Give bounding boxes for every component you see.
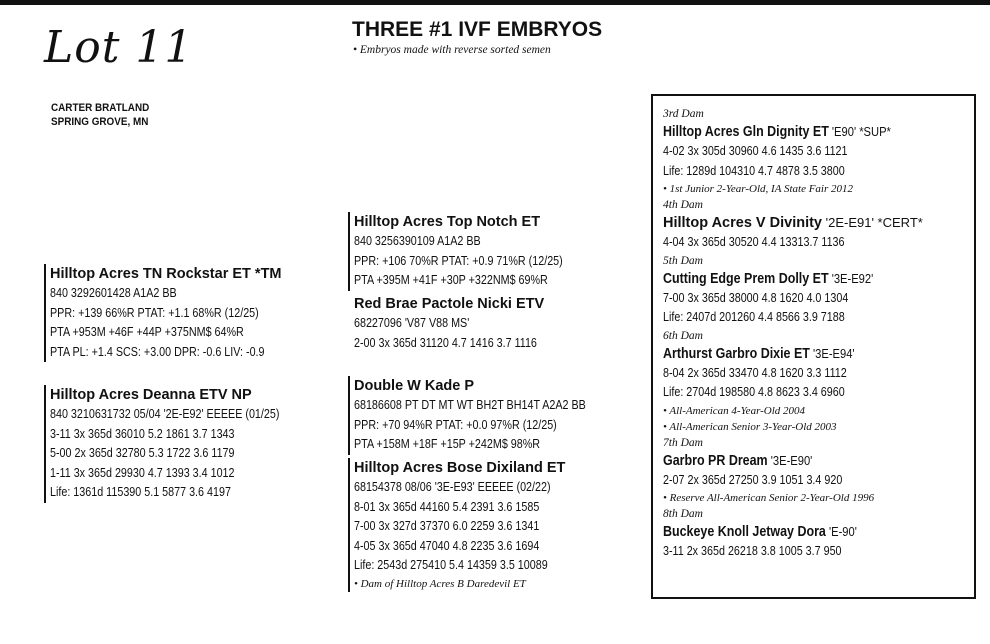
third-dam-suffix: 'E90' *SUP* [828, 124, 891, 139]
seventh-dam-suffix: '3E-E90' [767, 452, 813, 468]
sixth-dam-line: 8-04 2x 365d 33470 4.8 1620 3.3 1112 [663, 365, 847, 380]
sire-dam-line: 2-00 3x 365d 31120 4.7 1416 3.7 1116 [354, 335, 537, 350]
page-subtitle: • Embryos made with reverse sorted semen [353, 44, 551, 56]
sixth-dam-name: Arthurst Garbro Dixie ET [663, 345, 810, 362]
dam-dam-line: 8-01 3x 365d 44160 5.4 2391 3.6 1585 [354, 499, 540, 514]
dam-dam-line: Life: 2543d 275410 5.4 14359 3.5 10089 [354, 558, 548, 572]
dam-line: 1-11 3x 365d 29930 4.7 1393 3.4 1012 [50, 465, 235, 480]
dam-line: 5-00 2x 365d 32780 5.3 1722 3.6 1179 [50, 446, 235, 460]
fourth-dam-header: 4th Dam [663, 199, 703, 211]
lot-number: Lot 11 [44, 22, 194, 73]
dam-line: 3-11 3x 365d 36010 5.2 1861 3.7 1343 [50, 426, 235, 441]
fourth-dam-suffix: '2E-E91' *CERT* [822, 215, 923, 230]
seventh-dam-line: 2-07 2x 365d 27250 3.9 1051 3.4 920 [663, 472, 843, 487]
third-dam-line: 4-02 3x 305d 30960 4.6 1435 3.6 1121 [663, 144, 848, 158]
eighth-dam-name-row [663, 522, 928, 542]
dam-dam-line: 7-00 3x 327d 37370 6.0 2259 3.6 1341 [354, 519, 540, 533]
dam-line: Life: 1361d 115390 5.1 5877 3.6 4197 [50, 485, 231, 499]
dam-sire-name: Double W Kade P [354, 378, 475, 394]
sixth-dam-note: • All-American Senior 3-Year-Old 2003 [663, 420, 837, 433]
third-dam-name-row [663, 122, 928, 142]
sire-block [44, 264, 299, 362]
fifth-dam-line: 7-00 3x 365d 38000 4.8 1620 4.0 1304 [663, 290, 849, 305]
seventh-dam-header: 7th Dam [663, 436, 703, 449]
seventh-dam-name-row [663, 451, 928, 471]
third-dam-name: Hilltop Acres Gln Dignity ET [663, 124, 829, 140]
dam-sire-line: PPR: +70 94%R PTAT: +0.0 97%R (12/25) [354, 417, 557, 432]
sixth-dam-suffix: '3E-E94' [809, 345, 855, 361]
sire-line: PTA PL: +1.4 SCS: +3.00 DPR: -0.6 LIV: -0.9 [50, 344, 265, 359]
sire-sire-block [348, 212, 597, 291]
seventh-dam-note: • Reserve All-American Senior 2-Year-Old 1996 [663, 492, 875, 504]
third-dam-line: Life: 1289d 104310 4.7 4878 3.5 3800 [663, 163, 845, 178]
page-title: THREE #1 IVF EMBRYOS [352, 18, 603, 41]
third-dam-note: • 1st Junior 2-Year-Old, IA State Fair 2012 [663, 183, 854, 195]
consignor-name: CARTER BRATLAND [51, 102, 150, 114]
sire-sire-line: PPR: +106 70%R PTAT: +0.9 71%R (12/25) [354, 253, 563, 268]
top-border [0, 0, 990, 5]
sire-name: Hilltop Acres TN Rockstar ET *TM [50, 266, 282, 282]
dam-line: 840 3210631732 05/04 '2E-E92' EEEEE (01/25) [50, 407, 280, 421]
sire-dam-name: Red Brae Pactole Nicki ETV [354, 296, 545, 312]
extended-pedigree [663, 106, 928, 562]
fifth-dam-line: Life: 2407d 201260 4.4 8566 3.9 7188 [663, 310, 845, 324]
sire-sire-name: Hilltop Acres Top Notch ET [354, 214, 541, 230]
eighth-dam-line: 3-11 2x 365d 26218 3.8 1005 3.7 950 [663, 544, 842, 558]
sire-dam-line: 68227096 'V87 V88 MS' [354, 316, 470, 330]
sixth-dam-note: • All-American 4-Year-Old 2004 [663, 404, 806, 417]
fifth-dam-name-row [663, 269, 928, 289]
eighth-dam-name: Buckeye Knoll Jetway Dora [663, 524, 826, 540]
sire-sire-line: PTA +395M +41F +30P +322NM$ 69%R [354, 273, 548, 287]
consignor [51, 101, 149, 129]
sixth-dam-header: 6th Dam [663, 329, 703, 342]
dam-dam-note: • Dam of Hilltop Acres B Daredevil ET [354, 577, 526, 590]
sixth-dam-name-row [663, 344, 928, 364]
fifth-dam-name: Cutting Edge Prem Dolly ET [663, 270, 829, 287]
sire-line: 840 3292601428 A1A2 BB [50, 286, 177, 300]
consignor-location: SPRING GROVE, MN [51, 116, 149, 128]
sire-sire-line: 840 3256390109 A1A2 BB [354, 234, 481, 248]
fifth-dam-header: 5th Dam [663, 254, 703, 267]
fifth-dam-suffix: '3E-E92' [828, 270, 874, 286]
sixth-dam-line: Life: 2704d 198580 4.8 8623 3.4 6960 [663, 385, 845, 399]
third-dam-header: 3rd Dam [663, 108, 704, 120]
eighth-dam-suffix: 'E-90' [825, 524, 857, 539]
dam-sire-line: 68186608 PT DT MT WT BH2T BH14T A2A2 BB [354, 398, 586, 412]
dam-dam-name: Hilltop Acres Bose Dixiland ET [354, 460, 566, 476]
eighth-dam-header: 8th Dam [663, 508, 703, 520]
dam-name: Hilltop Acres Deanna ETV NP [50, 387, 252, 403]
dam-sire-line: PTA +158M +18F +15P +242M$ 98%R [354, 437, 541, 451]
fourth-dam-line: 4-04 3x 365d 30520 4.4 13313.7 1136 [663, 235, 845, 249]
dam-sire-block [348, 376, 624, 455]
sire-line: PTA +953M +46F +44P +375NM$ 64%R [50, 325, 244, 339]
dam-dam-line: 68154378 08/06 '3E-E93' EEEEE (02/22) [354, 480, 551, 494]
dam-block [44, 385, 317, 503]
fourth-dam-name: Hilltop Acres V Divinity [663, 215, 822, 231]
seventh-dam-name: Garbro PR Dream [663, 452, 768, 469]
dam-dam-block [348, 458, 583, 592]
fourth-dam-name-row [663, 213, 928, 233]
sire-dam-block [354, 294, 567, 353]
dam-dam-line: 4-05 3x 365d 47040 4.8 2235 3.6 1694 [354, 538, 540, 553]
sire-line: PPR: +139 66%R PTAT: +1.1 68%R (12/25) [50, 305, 259, 320]
